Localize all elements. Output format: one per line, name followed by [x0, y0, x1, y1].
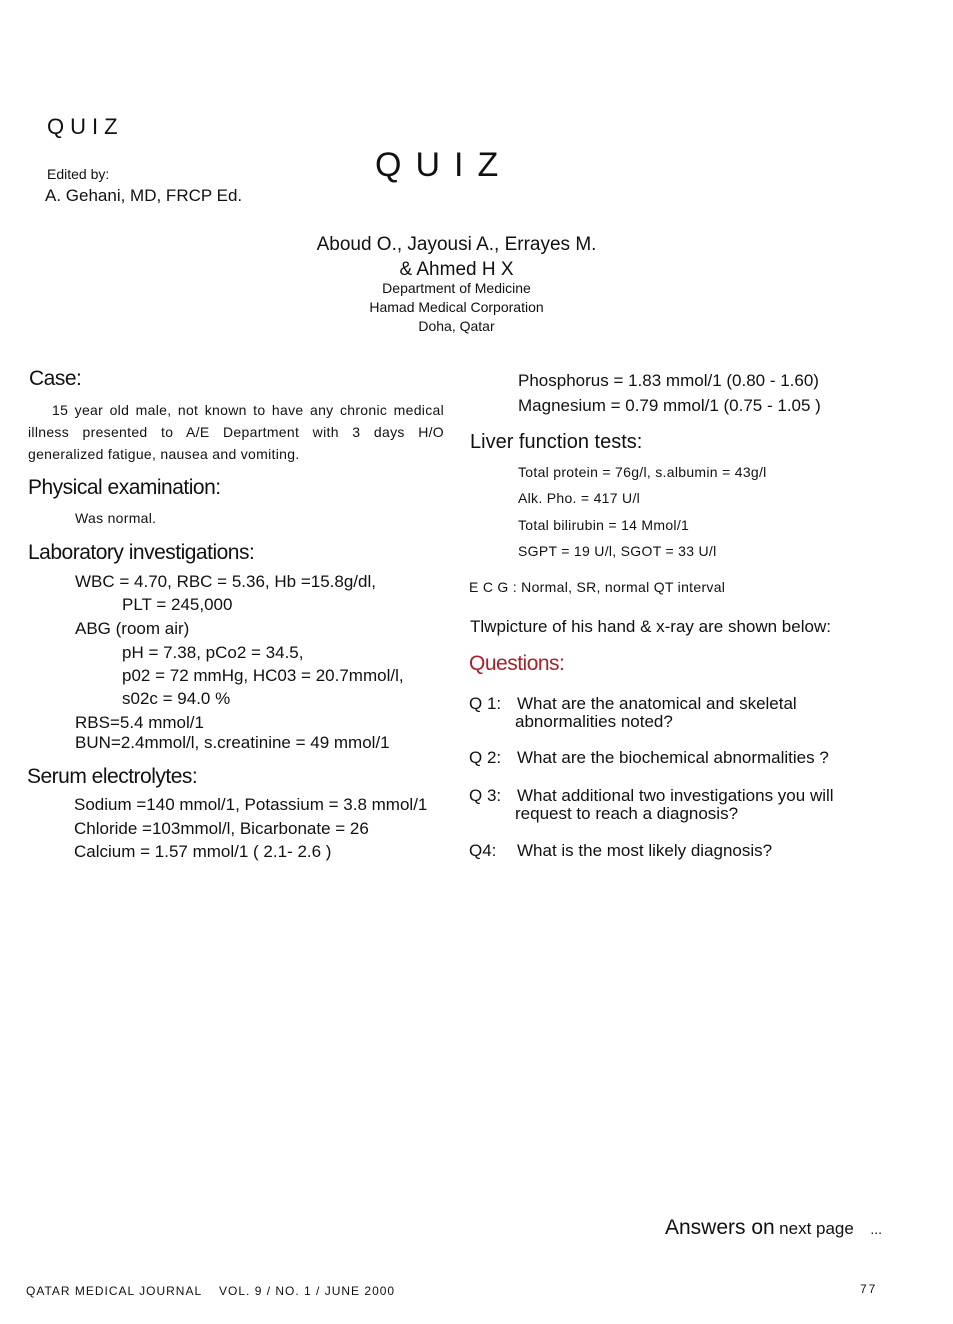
electrolyte-line: Sodium =140 mmol/1, Potassium = 3.8 mmol/1 — [74, 795, 428, 814]
question-text: What is the most likely diagnosis? — [517, 841, 773, 860]
electrolyte-line: Calcium = 1.57 mmol/1 ( 2.1- 2.6 ) — [74, 842, 332, 861]
authors — [0, 232, 913, 283]
physical-exam-text: Was normal. — [75, 510, 157, 526]
affiliation-line: Hamad Medical Corporation — [369, 299, 544, 315]
affiliation — [0, 279, 913, 336]
ecg-result: E C G : Normal, SR, normal QT interval — [469, 579, 726, 595]
question-text: What additional two investigations you will — [517, 786, 834, 805]
case-text-content: 15 year old male, not known to have any chronic medical illness presented to A/E Department with 3 days H/O generalized fatigue, nausea and vomiting. — [28, 402, 444, 462]
page-number: 77 — [860, 1282, 878, 1296]
question-item — [469, 786, 834, 824]
lab-line: WBC = 4.70, RBC = 5.36, Hb =15.8g/dl, — [75, 572, 376, 591]
question-item — [469, 694, 797, 732]
lab-heading: Laboratory investigations: — [28, 541, 255, 564]
electrolyte-line: Phosphorus = 1.83 mmol/1 (0.80 - 1.60) — [518, 371, 819, 390]
lab-line: p02 = 72 mmHg, HC03 = 20.7mmol/l, — [122, 666, 404, 685]
answers-note — [665, 1216, 882, 1240]
pictures-note: Tlwpicture of his hand & x-ray are shown below: — [470, 617, 831, 636]
answers-note-big: Answers on — [665, 1216, 775, 1239]
electrolyte-line: Magnesium = 0.79 mmol/1 (0.75 - 1.05 ) — [518, 396, 821, 415]
affiliation-line: Department of Medicine — [382, 280, 531, 296]
ellipsis: ... — [870, 1221, 882, 1237]
question-text-cont: abnormalities noted? — [515, 712, 673, 731]
liver-heading: Liver function tests: — [470, 431, 643, 453]
lab-line: ABG (room air) — [75, 619, 190, 638]
lab-line: PLT = 245,000 — [122, 595, 233, 614]
section-label: QUIZ — [47, 114, 124, 139]
liver-line: Total protein = 76g/l, s.albumin = 43g/l — [518, 464, 767, 480]
affiliation-line: Doha, Qatar — [418, 318, 495, 334]
question-item — [469, 841, 772, 861]
liver-line: Total bilirubin = 14 Mmol/1 — [518, 517, 690, 533]
question-number: Q 2: — [469, 748, 502, 767]
case-heading: Case: — [29, 367, 82, 390]
questions-heading: Questions: — [469, 652, 565, 675]
authors-line-1: Aboud O., Jayousi A., Errayes M. — [316, 234, 597, 255]
lab-line: s02c = 94.0 % — [122, 689, 231, 708]
lab-line: BUN=2.4mmol/l, s.creatinine = 49 mmol/1 — [75, 733, 390, 752]
question-item — [469, 748, 829, 768]
liver-line: SGPT = 19 U/l, SGOT = 33 U/l — [518, 543, 717, 559]
case-text — [28, 399, 444, 465]
question-text: What are the anatomical and skeletal — [517, 694, 797, 713]
edited-by-label: Edited by: — [47, 166, 110, 182]
question-number: Q 1: — [469, 694, 502, 713]
question-text-cont: request to reach a diagnosis? — [515, 804, 739, 823]
lab-line: pH = 7.38, pCo2 = 34.5, — [122, 643, 304, 662]
question-text: What are the biochemical abnormalities ? — [517, 748, 829, 767]
lab-line: RBS=5.4 mmol/1 — [75, 713, 204, 732]
journal-footer: QATAR MEDICAL JOURNAL VOL. 9 / NO. 1 / JUNE 2000 — [26, 1284, 396, 1298]
page-title: QUIZ — [375, 146, 513, 184]
electrolyte-line: Chloride =103mmol/l, Bicarbonate = 26 — [74, 819, 369, 838]
liver-line: Alk. Pho. = 417 U/l — [518, 490, 641, 506]
question-number: Q4: — [469, 841, 497, 860]
answers-note-small: next page — [779, 1219, 854, 1238]
electrolytes-heading: Serum electrolytes: — [27, 765, 198, 788]
authors-line-2: & Ahmed H X — [399, 259, 514, 280]
editor-name: A. Gehani, MD, FRCP Ed. — [45, 186, 243, 205]
question-number: Q 3: — [469, 786, 502, 805]
physical-exam-heading: Physical examination: — [28, 476, 221, 499]
